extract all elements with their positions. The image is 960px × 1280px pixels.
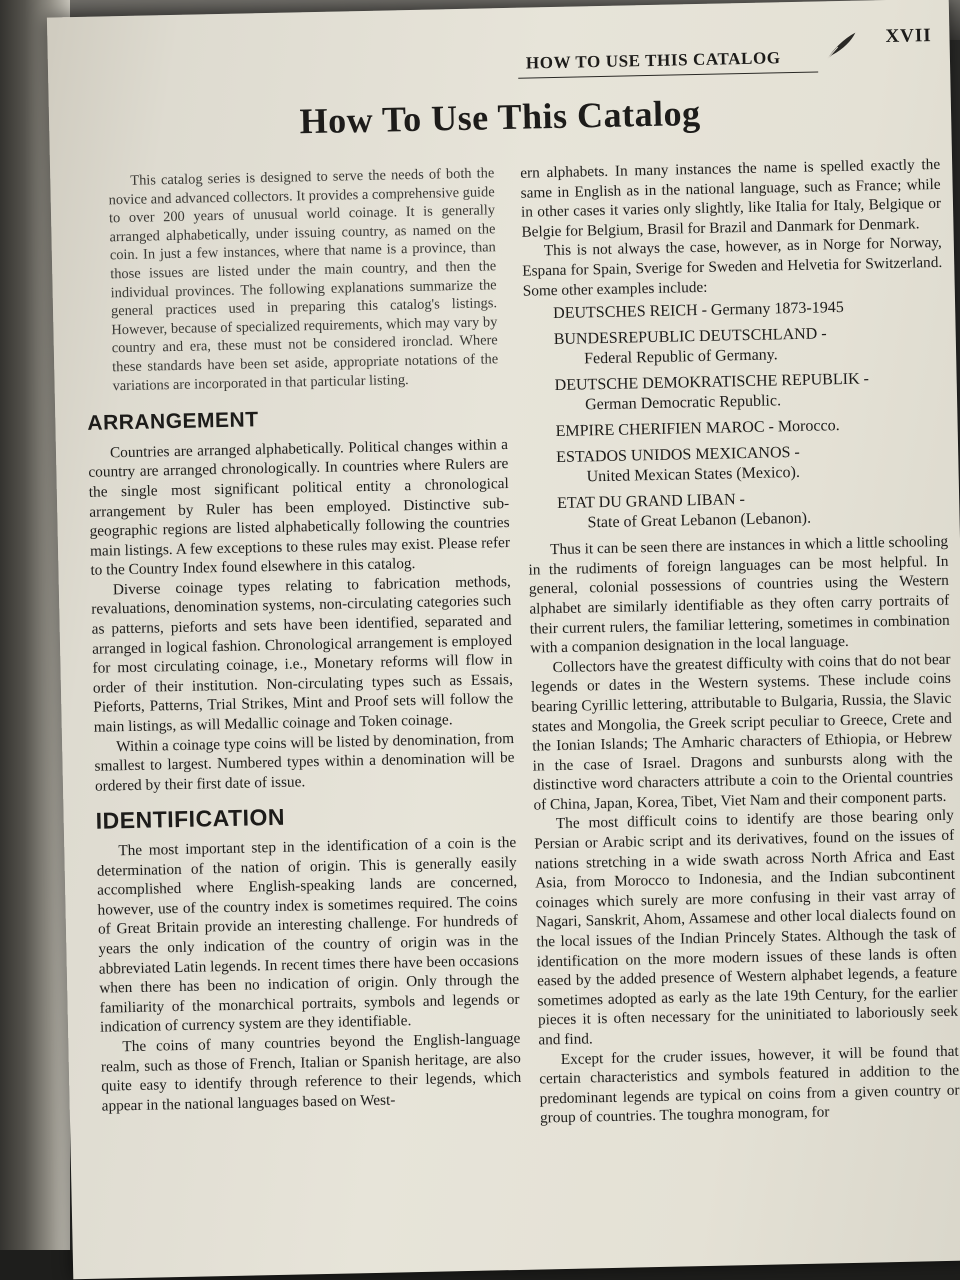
intro-paragraph: This catalog series is designed to serve the needs of both the novice and advanced collectors. It provides a comprehensive guide to over 200 years of unusual world coinage. It is generally arranged alphabetically, under issuing country, as named on the coin. In just a few instances, where that name is a province, than those issues are listed under the main country, and then the individual provinces. The following explanations summarize the general practices used in preparing this catalog's listings. However, because of specialized requirements, which may vary by country and era, these must not be considered ironclad. Where these standards have been set aside, appropriate notations of the variations are incorporated in that particular listing. [108, 165, 499, 394]
arrangement-heading: ARRANGEMENT [87, 408, 259, 435]
running-head: HOW TO USE THIS CATALOG [525, 48, 781, 73]
right-column [520, 155, 960, 1129]
example-item [556, 440, 947, 488]
example-item [555, 368, 946, 416]
example-name: EMPIRE CHERIFIEN MAROC - Morocco. [555, 417, 840, 441]
arrangement-paragraph-3: Within a coinage type coins will be listed by denomination, from smallest to largest. Numbered types within a denomination will be ordered by their first date of issue. [94, 729, 515, 795]
arrangement-paragraph-1: Countries are arranged alphabetically. Political changes within a country are arranged chronologically. In countries where Rulers are the single most significant political entity a chronological arrangement by Ruler has been employed. Distinctive sub-geographic regions are listed alphabetically following the countries main listings. A few exceptions to these rules may exist. Please refer to the Country Index found elsewhere in this catalog. [88, 435, 511, 580]
identification-heading: IDENTIFICATION [95, 804, 286, 835]
quill-pen-icon [823, 31, 858, 62]
example-item [555, 414, 945, 442]
page-content [47, 0, 960, 1279]
example-name: ETAT DU GRAND LIBAN - [556, 491, 746, 513]
identification-paragraph-6: The most difficult coins to identify are those bearing only Persian or Arabic script and its derivatives, found on the issues of nations stretching in a wide swath across North Africa and East Asia, from Morocco to Indonesia, and the Indian subcontinent coinages which surely are more confusing in their vast array of Nagari, Sanskrit, Ahom, Assamese and other local dialects found on the local issues of the Indian Princely States. Although the task of identification on the more modern issues of these lands is often eased by the added presence of Western alphabet legends, a feature sometimes adopted as early as the late 19th Century, for the earlier pieces it is often necessary for the uninitiated to laboriously seek and find. [534, 807, 959, 1049]
identification-paragraph-5: Collectors have the greatest difficulty with coins that do not bear legends or dates in the Western systems. These include coins bearing Cyrillic lettering, attributable to Bulgaria, Russia, the Slavic states and Mongolia, the Greek script peculiar to Greece, Crete and the Ionian Islands; The Amharic characters of Ethiopia, or Hebrew in the case of Israel. Dragons and sunbursts along with the distinctive word characters attribute a coin to the Oriental countries of China, Japan, Korea, Tibet, Viet Nam and their component parts. [530, 650, 954, 814]
book-page [47, 0, 960, 1279]
example-name: BUNDESREPUBLIC DEUTSCHLAND - [553, 325, 827, 349]
identification-paragraph-1: The most important step in the identification of a coin is the determination of the nation of origin. This is generally easily accomplished where English-speaking lands are concerned, however, use of the country index is sometimes required. The coins of Great Britain provide an interesting challenge. For hundreds of years the only indication of the country of origin was in the abbreviated Latin legends. In recent times there have been occasions when there has been no indication of origin. Only through the familiarity of the monarchical portraits, symbols and legends or indication of currency system are they identifiable. [96, 833, 520, 1037]
example-translation: German Democratic Republic. [584, 392, 782, 414]
identification-paragraph-2-end: ern alphabets. In many instances the name is spelled exactly the same in English as in the national language, such as France; while in other cases it varies only slightly, like Italia for Italy, Belgique or Belgie for Belgium, Brasil for Brazil and Danmark for Denmark. [520, 155, 942, 241]
identification-paragraph-7: Except for the cruder issues, however, it will be found that certain characteristics and symbols featured in addition to the predominant legends are typical on coins from a given country or group of countries. The toughra monogram, for [539, 1042, 960, 1127]
example-name: ESTADOS UNIDOS MEXICANOS - [556, 444, 800, 467]
example-item [557, 486, 948, 534]
identification-paragraph-4: Thus it can be seen there are instances in which a little schooling in the rudiments of foreign languages can be most helpful. In general, colonial possessions of countries using the Western alphabet are similarly identifiable as they often carry portraits of their current rulers, the familiar lettering, sometimes in combination with a companion designation in the local language. [528, 532, 950, 657]
example-item [553, 296, 943, 324]
example-translation: United Mexican States (Mexico). [586, 464, 801, 486]
identification-paragraph-2-start: The coins of many countries beyond the English-language realm, such as those of French, Italian or Spanish heritage, are also quite easy to identify through reference to their legends, which appear in the national languages based on West- [100, 1029, 522, 1115]
left-column [82, 164, 522, 1116]
country-examples-list [553, 296, 948, 534]
example-translation: Federal Republic of Germany. [583, 346, 778, 368]
example-name: DEUTSCHES REICH - Germany 1873-1945 [553, 299, 844, 323]
arrangement-paragraph-2: Diverse coinage types relating to fabrication methods, revaluations, denomination systems, non-circulating categories such as patterns, pieforts and sets have been identified, separated and arranged in logical fashion. Chronological arrangement is employed for most circulating coinage, i.e., Monetary reforms will flow in order of their institution. Non-circulating types such as Essais, Pieforts, Patterns, Trial Strikes, Mint and Proof sets will follow the main listings, as will Medallic coinage and Token coinage. [91, 572, 514, 736]
example-name: DEUTSCHE DEMOKRATISCHE REPUBLIK - [554, 370, 870, 395]
page-title: How To Use This Catalog [299, 92, 701, 142]
page-number: XVII [885, 25, 932, 48]
example-translation: State of Great Lebanon (Lebanon). [587, 509, 812, 532]
examples-intro-paragraph: This is not always the case, however, as in Norge for Norway, Espana for Spain, Sverige for Sweden and Helvetia for Switzerland. Some other examples include: [522, 234, 943, 300]
example-item [554, 322, 945, 370]
